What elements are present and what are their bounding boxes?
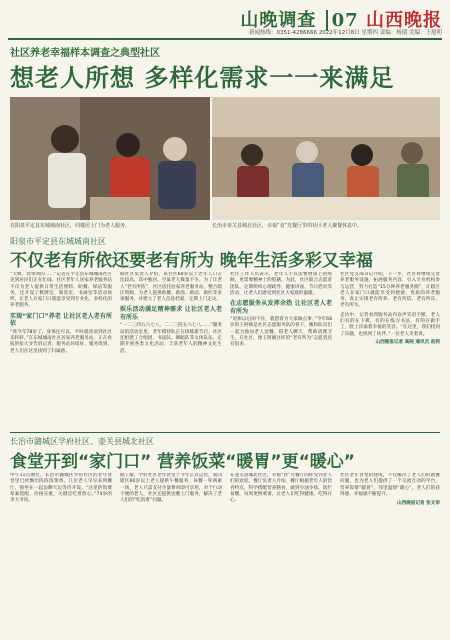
- story1-byline: 山西晚报记者 高晓 通讯员 赵莉: [375, 339, 440, 345]
- story2-column-4: [340, 473, 440, 633]
- story1-para: “退休以后闲不住，就想着为大家做点事。”今年68岁的王阿姨是社区志愿服务队的骨干，她和队员们一起为独居老人送餐、陪老人聊天、帮助清理卫生。在社区，像王阿姨这样的“老有所为”志愿者还有很多。: [230, 317, 332, 348]
- story2-headline: 食堂开到“家门口” 营养饭菜“暖胃”更“暖心”: [10, 452, 355, 472]
- story1-subhead: 在志愿服务从发挥余热 让社区老人老有所为: [230, 300, 332, 315]
- photo-community-dining: [212, 97, 440, 220]
- photo-home-service: [10, 97, 210, 220]
- lead-headline: 想老人所想 多样化需求一一来满足: [10, 64, 395, 92]
- story1-para: 走访中，记者看到服务站内欢声笑语不断，老人们有的在下棋，有的在练习书法，有的在做手工，脸上洋溢着幸福的笑容。“在这里，我们找到了乐趣，也找到了伙伴。”一位老人笑着说。: [340, 312, 440, 337]
- masthead-rule: [8, 38, 442, 40]
- story2-kicker: 长治市潞城区学府社区、壶关县城北社区: [10, 437, 154, 446]
- story1-para: 社区工作人员表示，老年人不仅需要物质上的照顾，更需要精神上的慰藉。为此，社区联合志愿者团队，定期组织心理疏导、健康讲座、节日慰问等活动，让老人们感受到社区大家庭的温暖。: [230, 272, 332, 296]
- story2-column-3: 在壶关县城北社区，幸福“食”光餐厅同样受到老人们的欢迎。餐厅负责人介绍，餐厅根据老年人的饮食特点，科学搭配营养膳食，做到少油少盐、软烂易嚼，每周更换菜谱，让老人们吃得健康、吃得开心。: [230, 473, 332, 504]
- photo-home-service-image: [10, 97, 210, 220]
- story1-kicker: 阳泉市平定县东城城南社区: [10, 237, 106, 246]
- masthead-meta: 新闻热线：0351-4286666 2022年12月8日 星期四 责编：杨朋 美编：王旭明: [249, 30, 442, 36]
- page-number: 07: [326, 10, 359, 31]
- story1-para: “一二三四五六七八，二二三四五六七八……”服务站的活动室里，老年模特队正在排练新节目。社区还组建了合唱团、书法队、舞蹈队等文体队伍，定期开展各类文化活动，丰富老年人的精神文化生活。: [120, 323, 222, 354]
- story2-column-2: 据了解，学府社区老年食堂于今年正式运营，面向辖区60岁以上老人提供午餐服务，每餐一荤两素一汤，老人只需支付少量费用即可享用，对于行动不便的老人，社区还提供送餐上门服务，解决了老人们的“吃饭难”问题。: [120, 473, 222, 504]
- story1-subhead: 娱乐活动满足精神需求 让社区老人老有所乐: [120, 306, 222, 321]
- story1-para: 社区党支部书记介绍，下一步，社区将继续完善养老服务设施，拓展服务内容，引入专业机构参与运营，努力打造“15分钟养老服务圈”，让辖区老人在家门口就能享受到便捷、优质的养老服务，真正实现老有所养、老有所依、老有所乐、老有所为。: [340, 272, 440, 309]
- story1-headline: 不仅老有所依还要老有所为 晚年生活多彩又幸福: [10, 251, 373, 271]
- photo-caption-right: 长治市壶关县城北社区，幸福“食”光餐厅里的社区老人聚餐休息中。: [212, 223, 363, 229]
- section-name: 山晚调查: [240, 10, 317, 31]
- story2-byline: 山西晚报记者 张文宰: [397, 501, 440, 507]
- story1-para: 据社区负责人介绍，该社区60岁以上老年人口占比较高，其中独居、空巢老人数量不少。为了让老人“老有所依”，社区依托居家养老服务站，整合辖区资源，为老人提供助餐、助浴、助洁、助医等多项服务，并建立了老人信息档案，定期上门走访。: [120, 272, 222, 303]
- section-divider: [10, 432, 440, 433]
- story2-para: 社区老年食堂的建成，不仅解决了老人们的就餐问题，也为老人们提供了一个交流互动的平台，营养饭菜“暖胃”，邻里温情“暖心”，老人们的获得感、幸福感不断提升。: [340, 473, 440, 497]
- photo-caption-left: 在阳泉平定县东城城南社区，同楼居上门为老人服务。: [10, 223, 131, 229]
- newspaper-logo: 山西晚报: [366, 10, 442, 31]
- lead-kicker: 社区养老幸福样本调查之典型社区: [10, 48, 160, 59]
- story2-column-1: 中午11点刚过，长治市潞城区学府社区的老年食堂里已经飘出阵阵饭菜香。几位老人早早来到餐厅，围坐在一起边聊天边等待开饭。“这里的饭菜荤素搭配、价格实惠，关键是吃着放心。”74岁的李大爷说。: [10, 473, 112, 504]
- story1-para: “我今年78岁了，身体还可以，平时就喜欢到社区来转转。”在东城城南社区居家养老服务站，正在看报的张大爷告诉记者，服务站环境好、服务周到，老人们在这里找到了归属感。: [10, 329, 112, 354]
- story1-para: “大姐，您带回的……”记者在平定县东城城南社区见到居民们正在忙碌。社区老年人居家养老服务站不仅为老人提供日常生活照料、助餐、保洁等服务，还开设了棋牌室、阅览室、书画室等活动场所，让老人在家门口就能享受到专业化、多样化的养老服务。: [10, 272, 112, 309]
- masthead: [0, 0, 450, 40]
- photo-community-dining-image: [212, 97, 440, 220]
- story1-subhead: 实现“家门口”养老 让社区老人老有所依: [10, 312, 112, 328]
